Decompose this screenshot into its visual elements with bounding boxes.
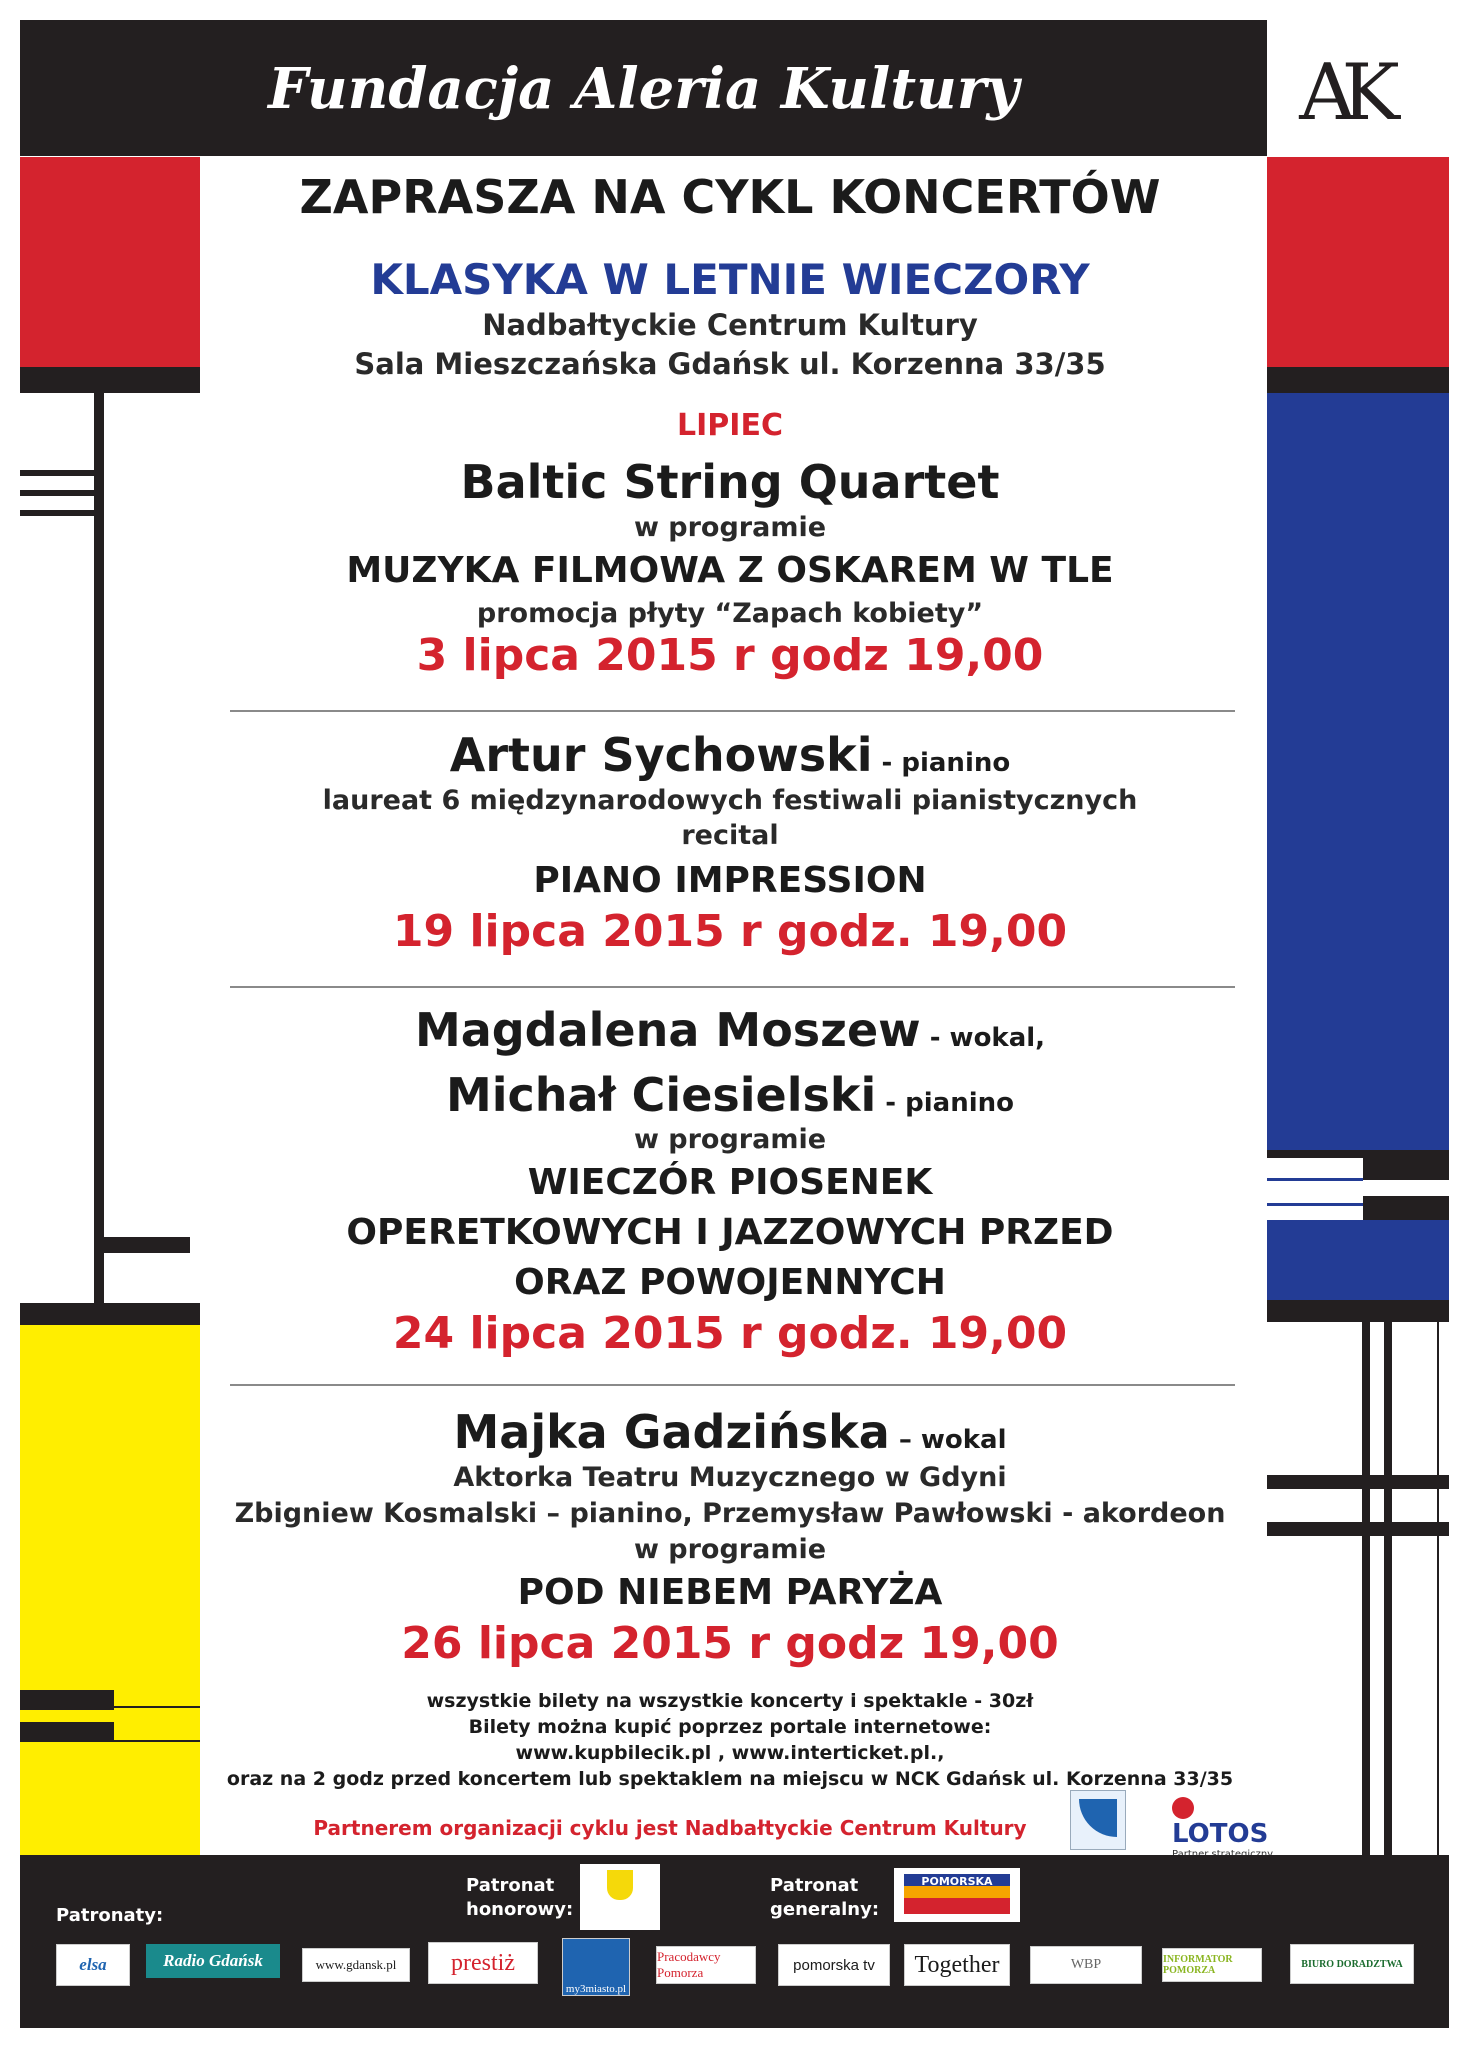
stub-left — [104, 1237, 190, 1253]
honorary-label-1: Patronat — [466, 1875, 555, 1896]
red-block-left — [20, 157, 200, 367]
concert4-artist-line — [180, 1405, 1280, 1459]
logo-biuro-doradztwa: BIURO DORADZTWA — [1290, 1944, 1414, 1984]
coat-of-arms-icon — [607, 1870, 633, 1900]
concert3-title1: WIECZÓR PIOSENEK — [527, 1162, 933, 1203]
nck-logo — [1070, 1790, 1126, 1850]
lotos-icon — [1172, 1797, 1194, 1819]
blue-block-right-lower — [1267, 1220, 1449, 1300]
logo-wbp: WBP — [1030, 1946, 1142, 1984]
concert4-desc1: Aktorka Teatru Muzycznego w Gdyni — [453, 1462, 1007, 1493]
black-band-left-top — [20, 367, 200, 393]
logo-together: Together — [904, 1944, 1010, 1986]
concert3-role2: - pianino — [876, 1088, 1015, 1118]
red-block-right — [1267, 157, 1449, 390]
logo-elsa: elsa — [56, 1944, 130, 1986]
blue-thin-line-1 — [1267, 1178, 1363, 1181]
concert3-artist1-line — [180, 1003, 1280, 1057]
concert4-date: 26 lipca 2015 r godz 19,00 — [401, 1618, 1059, 1669]
venue-address: Sala Mieszczańska Gdańsk ul. Korzenna 33/35 — [354, 347, 1106, 381]
concert3-role1: - wokal, — [920, 1023, 1046, 1053]
key-left-1 — [20, 1690, 114, 1710]
logo-gdansk-pl: www.gdansk.pl — [302, 1948, 410, 1982]
honorary-patron-logo — [580, 1864, 660, 1930]
stripe-left-2 — [20, 490, 94, 496]
honorary-label-2: honorowy: — [466, 1899, 574, 1920]
concert2-role: - pianino — [872, 748, 1011, 778]
divider-1 — [230, 710, 1235, 712]
vertical-line-right-2 — [1384, 1322, 1392, 1855]
logo-my3miasto: my3miasto.pl — [562, 1938, 630, 1996]
concert2-desc: laureat 6 międzynarodowych festiwali pianistycznych — [322, 785, 1138, 816]
month-label: LIPIEC — [677, 408, 783, 443]
stripe-left-3 — [20, 510, 94, 516]
concert1-artist: Baltic String Quartet — [460, 455, 1000, 509]
vertical-line-right-1 — [1362, 1322, 1370, 1855]
pomorska-logo: POMORSKA — [904, 1874, 1010, 1914]
key-right-2 — [1363, 1196, 1449, 1220]
foundation-name: Fundacja Aleria Kultury — [268, 56, 1019, 122]
logo-informator-pomorza: INFORMATOR POMORZA — [1162, 1948, 1262, 1982]
divider-3 — [230, 1384, 1235, 1386]
concert2-date: 19 lipca 2015 r godz. 19,00 — [392, 906, 1068, 957]
divider-2 — [230, 986, 1235, 988]
concert3-artist2: Michał Ciesielski — [445, 1068, 877, 1122]
invite-heading: ZAPRASZA NA CYKL KONCERTÓW — [299, 170, 1161, 224]
partner-text: Partnerem organizacji cyklu jest Nadbałtyckie Centrum Kultury — [313, 1816, 1027, 1840]
black-line-right — [1267, 1150, 1449, 1158]
tickets-onsite: oraz na 2 godz przed koncertem lub spektaklem na miejscu w NCK Gdańsk ul. Korzenna 33/35 — [226, 1768, 1234, 1790]
tickets-price: wszystkie bilety na wszystkie koncerty i spektakle - 30zł — [426, 1690, 1034, 1712]
patronaty-label: Patronaty: — [56, 1905, 164, 1926]
black-band-right-bottom — [1267, 1300, 1449, 1322]
concert1-promo: promocja płyty “Zapach kobiety” — [476, 598, 984, 629]
black-vertical-line-left — [94, 393, 104, 1303]
series-title: KLASYKA W LETNIE WIECZORY — [370, 255, 1090, 304]
concert4-desc2: Zbigniew Kosmalski – pianino, Przemysław Pawłowski - akordeon — [234, 1498, 1226, 1529]
bar-right-1 — [1267, 1475, 1449, 1489]
concert4-title: POD NIEBEM PARYŻA — [517, 1572, 943, 1613]
black-band-right-top — [1267, 367, 1449, 393]
logo-radio-gdansk: Radio Gdańsk — [146, 1944, 280, 1978]
concert4-role: – wokal — [889, 1425, 1007, 1455]
key-left-2 — [20, 1722, 114, 1742]
concert3-artist1: Magdalena Moszew — [414, 1003, 921, 1057]
tickets-portals: Bilety można kupić poprzez portale internetowe: — [468, 1716, 992, 1738]
concert1-title: MUZYKA FILMOWA Z OSKAREM W TLE — [346, 550, 1114, 591]
tickets-urls: www.kupbilecik.pl , www.interticket.pl., — [515, 1742, 945, 1764]
footer-bar — [20, 1855, 1449, 2028]
logo-prestiz: prestiż — [428, 1942, 538, 1984]
blue-thin-line-2 — [1267, 1203, 1363, 1206]
key-right-1 — [1363, 1158, 1449, 1180]
ak-monogram-logo: AK — [1299, 48, 1386, 138]
concert3-date: 24 lipca 2015 r godz. 19,00 — [392, 1308, 1068, 1359]
black-band-left-bottom — [20, 1303, 200, 1325]
concert4-in-program: w programie — [633, 1534, 827, 1565]
bar-right-2 — [1267, 1522, 1449, 1536]
concert2-artist-line — [180, 728, 1280, 782]
concert1-date: 3 lipca 2015 r godz 19,00 — [416, 630, 1044, 681]
general-label-1: Patronat — [770, 1875, 859, 1896]
concert3-title3: ORAZ POWOJENNYCH — [514, 1262, 946, 1303]
concert3-in-program: w programie — [633, 1124, 827, 1155]
concert2-title: PIANO IMPRESSION — [533, 860, 927, 901]
concert2-recital: recital — [681, 820, 779, 851]
general-label-2: generalny: — [770, 1899, 880, 1920]
yellow-block-left — [20, 1325, 200, 1855]
concert4-artist: Majka Gadzińska — [453, 1405, 890, 1459]
nck-logo-icon — [1079, 1799, 1117, 1837]
concert2-artist: Artur Sychowski — [449, 728, 873, 782]
concert3-artist2-line — [180, 1068, 1280, 1122]
venue-name: Nadbałtyckie Centrum Kultury — [482, 308, 978, 342]
general-patron-logo — [894, 1868, 1020, 1922]
logo-pomorska-tv: pomorska tv — [778, 1944, 890, 1986]
logo-pracodawcy-pomorza: Pracodawcy Pomorza — [656, 1946, 756, 1984]
lotos-name: LOTOS — [1172, 1819, 1269, 1849]
stripe-left-1 — [20, 470, 94, 476]
blue-block-right — [1267, 393, 1449, 1150]
concert3-title2: OPERETKOWYCH I JAZZOWYCH PRZED — [346, 1212, 1114, 1253]
concert1-in-program: w programie — [633, 512, 827, 543]
thin-vertical-right — [1437, 1322, 1439, 1855]
